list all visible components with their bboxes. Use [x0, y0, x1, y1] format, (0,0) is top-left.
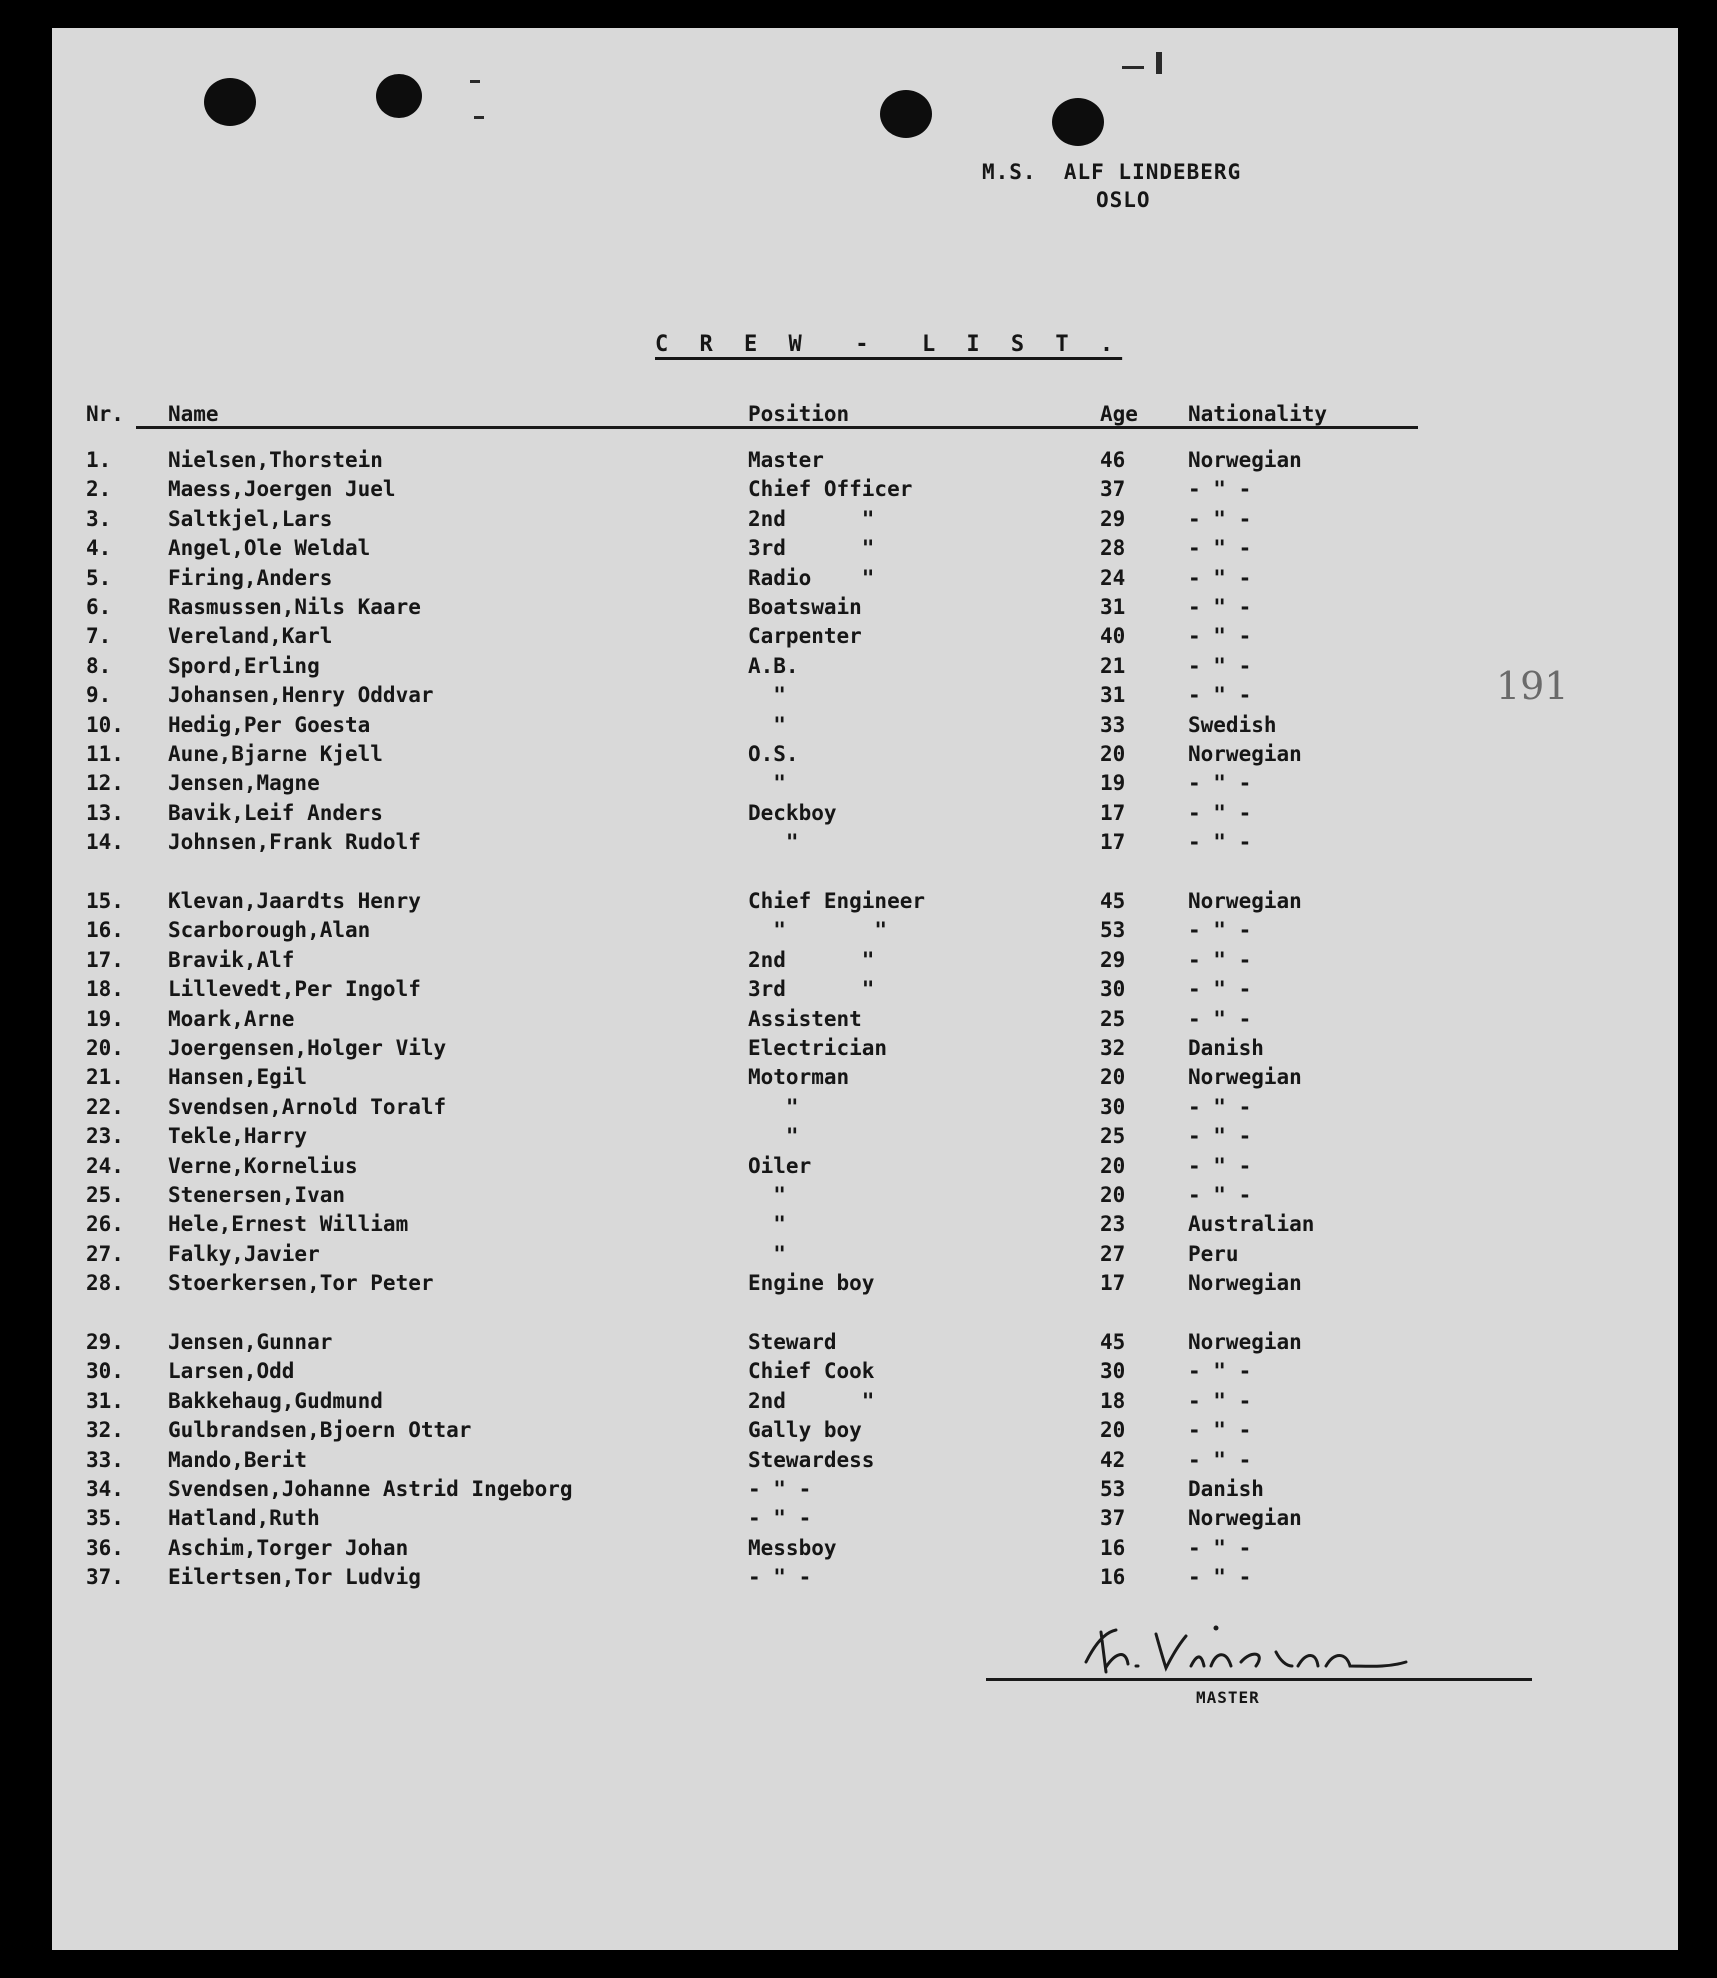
crew-age: 45: [1100, 889, 1126, 913]
table-row: [52, 1063, 1678, 1092]
crew-name: Larsen,Odd: [168, 1359, 295, 1384]
crew-position: Motorman: [748, 1065, 850, 1090]
crew-position: " ": [748, 918, 888, 943]
crew-nationality: - " -: [1188, 1447, 1252, 1472]
table-row: [52, 1005, 1678, 1034]
row-number: 31.: [86, 1388, 124, 1413]
row-number: 25.: [86, 1183, 124, 1207]
crew-position: ": [748, 1241, 786, 1266]
table-row: [52, 799, 1678, 828]
crew-age: 33: [1100, 712, 1126, 737]
table-row: [52, 1475, 1678, 1504]
crew-nationality: - " -: [1188, 595, 1252, 619]
row-number: 26.: [86, 1212, 124, 1237]
crew-position: Master: [748, 448, 824, 472]
crew-nationality: Norwegian: [1188, 1506, 1302, 1531]
crew-position: ": [748, 830, 799, 855]
crew-nationality: - " -: [1188, 1006, 1252, 1031]
crew-age: 32: [1100, 1036, 1126, 1060]
scan-speck: [1156, 52, 1162, 74]
table-row: [52, 1210, 1678, 1239]
crew-name: Hele,Ernest William: [168, 1212, 409, 1237]
row-number: 2.: [86, 477, 112, 502]
crew-nationality: - " -: [1188, 1124, 1252, 1149]
crew-nationality: - " -: [1188, 771, 1252, 796]
table-row: [52, 1534, 1678, 1563]
crew-name: Falky,Javier: [168, 1241, 320, 1266]
archive-number: 191: [1496, 664, 1569, 708]
crew-nationality: Norwegian: [1188, 1065, 1302, 1090]
crew-name: Jensen,Gunnar: [168, 1330, 333, 1354]
crew-name: Rasmussen,Nils Kaare: [168, 595, 421, 619]
crew-nationality: - " -: [1188, 1418, 1252, 1443]
crew-nationality: - " -: [1188, 565, 1252, 590]
table-row: [52, 1240, 1678, 1269]
crew-age: 21: [1100, 653, 1126, 678]
crew-name: Verne,Kornelius: [168, 1153, 358, 1178]
table-row: [52, 740, 1678, 769]
crew-name: Saltkjel,Lars: [168, 506, 333, 531]
crew-position: Messboy: [748, 1535, 837, 1560]
row-number: 35.: [86, 1506, 124, 1531]
crew-age: 20: [1100, 1065, 1126, 1090]
crew-nationality: - " -: [1188, 1094, 1252, 1119]
header-name: Name: [168, 402, 219, 426]
crew-nationality: Australian: [1188, 1212, 1315, 1237]
crew-nationality: Norwegian: [1188, 448, 1302, 472]
table-row: [52, 1152, 1678, 1181]
punch-hole: [376, 74, 422, 118]
table-row: [52, 1504, 1678, 1533]
row-number: 22.: [86, 1094, 124, 1119]
crew-nationality: - " -: [1188, 477, 1252, 502]
row-number: 29.: [86, 1330, 124, 1354]
crew-position: Carpenter: [748, 624, 862, 649]
crew-name: Moark,Arne: [168, 1006, 295, 1031]
table-row: [52, 1416, 1678, 1445]
table-row: [52, 946, 1678, 975]
crew-name: Mando,Berit: [168, 1447, 308, 1472]
row-number: 23.: [86, 1124, 124, 1149]
table-row: [52, 1122, 1678, 1151]
row-number: 17.: [86, 947, 124, 972]
table-row: [52, 1387, 1678, 1416]
crew-age: 19: [1100, 771, 1126, 796]
crew-nationality: - " -: [1188, 1153, 1252, 1178]
crew-nationality: - " -: [1188, 977, 1252, 1002]
scan-speck: [474, 116, 484, 119]
header-rule: [136, 426, 1418, 429]
crew-age: 31: [1100, 683, 1126, 708]
crew-name: Stenersen,Ivan: [168, 1183, 346, 1207]
table-row: [52, 1446, 1678, 1475]
crew-position: ": [748, 1183, 786, 1207]
crew-age: 30: [1100, 1359, 1126, 1384]
crew-nationality: - " -: [1188, 800, 1252, 825]
table-row: [52, 534, 1678, 563]
crew-name: Tekle,Harry: [168, 1124, 308, 1149]
crew-position: A.B.: [748, 653, 799, 678]
crew-age: 31: [1100, 595, 1126, 619]
crew-position: ": [748, 1212, 786, 1237]
crew-position: ": [748, 1094, 799, 1119]
row-number: 30.: [86, 1359, 124, 1384]
crew-name: Stoerkersen,Tor Peter: [168, 1271, 434, 1296]
table-row: [52, 475, 1678, 504]
ship-name: M.S. ALF LINDEBERG: [982, 160, 1242, 184]
row-number: 9.: [86, 683, 112, 708]
table-row: [52, 975, 1678, 1004]
table-row: [52, 1093, 1678, 1122]
table-row: [52, 1563, 1678, 1592]
crew-nationality: - " -: [1188, 683, 1252, 708]
crew-nationality: Danish: [1188, 1036, 1264, 1060]
crew-position: Stewardess: [748, 1447, 875, 1472]
crew-age: 45: [1100, 1330, 1126, 1354]
crew-nationality: Peru: [1188, 1241, 1239, 1266]
crew-age: 18: [1100, 1388, 1126, 1413]
row-number: 24.: [86, 1153, 124, 1178]
crew-position: 3rd ": [748, 977, 875, 1002]
crew-age: 37: [1100, 1506, 1126, 1531]
header-age: Age: [1100, 402, 1138, 426]
row-number: 16.: [86, 918, 124, 943]
crew-age: 25: [1100, 1124, 1126, 1149]
crew-position: Oiler: [748, 1153, 812, 1178]
table-row: [52, 1034, 1678, 1063]
row-number: 6.: [86, 595, 112, 619]
crew-position: ": [748, 1124, 799, 1149]
crew-age: 20: [1100, 742, 1126, 766]
crew-nationality: - " -: [1188, 947, 1252, 972]
scan-speck: [470, 80, 480, 83]
table-row: [52, 505, 1678, 534]
crew-age: 29: [1100, 947, 1126, 972]
row-number: 33.: [86, 1447, 124, 1472]
crew-position: Chief Engineer: [748, 889, 926, 913]
crew-name: Aschim,Torger Johan: [168, 1535, 409, 1560]
crew-name: Aune,Bjarne Kjell: [168, 742, 383, 766]
table-row: [52, 622, 1678, 651]
crew-position: Engine boy: [748, 1271, 875, 1296]
crew-position: O.S.: [748, 742, 799, 766]
crew-age: 37: [1100, 477, 1126, 502]
row-number: 15.: [86, 889, 124, 913]
crew-nationality: Norwegian: [1188, 742, 1302, 766]
row-number: 28.: [86, 1271, 124, 1296]
crew-name: Hedig,Per Goesta: [168, 712, 371, 737]
crew-age: 28: [1100, 536, 1126, 561]
punch-hole: [204, 78, 256, 126]
crew-name: Hansen,Egil: [168, 1065, 308, 1090]
crew-position: 3rd ": [748, 536, 875, 561]
table-row: [52, 446, 1678, 475]
crew-name: Lillevedt,Per Ingolf: [168, 977, 421, 1002]
table-row: [52, 1328, 1678, 1357]
crew-nationality: - " -: [1188, 1183, 1252, 1207]
crew-name: Bakkehaug,Gudmund: [168, 1388, 383, 1413]
crew-nationality: Danish: [1188, 1477, 1264, 1501]
row-number: 36.: [86, 1535, 124, 1560]
crew-position: 2nd ": [748, 947, 875, 972]
table-row: [52, 828, 1678, 857]
row-number: 34.: [86, 1477, 124, 1501]
master-signature: [1066, 1622, 1566, 1682]
crew-name: Svendsen,Arnold Toralf: [168, 1094, 447, 1119]
crew-position: ": [748, 712, 786, 737]
crew-nationality: Norwegian: [1188, 1271, 1302, 1296]
crew-nationality: - " -: [1188, 1359, 1252, 1384]
crew-name: Hatland,Ruth: [168, 1506, 320, 1531]
row-number: 5.: [86, 565, 112, 590]
crew-nationality: Swedish: [1188, 712, 1277, 737]
table-row: [52, 652, 1678, 681]
crew-name: Maess,Joergen Juel: [168, 477, 396, 502]
table-row: [52, 1357, 1678, 1386]
row-number: 37.: [86, 1565, 124, 1590]
crew-name: Johnsen,Frank Rudolf: [168, 830, 421, 855]
crew-age: 42: [1100, 1447, 1126, 1472]
scan-speck: [1122, 66, 1144, 69]
crew-position: Radio ": [748, 565, 875, 590]
crew-position: Deckboy: [748, 800, 837, 825]
crew-position: 2nd ": [748, 506, 875, 531]
crew-name: Bavik,Leif Anders: [168, 800, 383, 825]
crew-name: Jensen,Magne: [168, 771, 320, 796]
ship-port: OSLO: [1096, 188, 1151, 212]
crew-age: 17: [1100, 1271, 1126, 1296]
table-row: [52, 711, 1678, 740]
crew-name: Firing,Anders: [168, 565, 333, 590]
crew-nationality: - " -: [1188, 1565, 1252, 1590]
signature-title: MASTER: [1196, 1688, 1260, 1707]
row-number: 4.: [86, 536, 112, 561]
signature-line: [986, 1678, 1532, 1681]
row-number: 18.: [86, 977, 124, 1002]
row-number: 21.: [86, 1065, 124, 1090]
crew-position: - " -: [748, 1565, 812, 1590]
crew-name: Gulbrandsen,Bjoern Ottar: [168, 1418, 472, 1443]
table-row: [52, 769, 1678, 798]
crew-name: Nielsen,Thorstein: [168, 448, 383, 472]
document-page: [52, 28, 1678, 1950]
row-number: 8.: [86, 653, 112, 678]
row-number: 32.: [86, 1418, 124, 1443]
table-row: [52, 916, 1678, 945]
crew-age: 27: [1100, 1241, 1126, 1266]
crew-nationality: - " -: [1188, 653, 1252, 678]
crew-nationality: Norwegian: [1188, 1330, 1302, 1354]
crew-age: 53: [1100, 1477, 1126, 1501]
crew-age: 29: [1100, 506, 1126, 531]
crew-position: 2nd ": [748, 1388, 875, 1413]
page-title: C R E W - L I S T .: [655, 332, 1123, 357]
table-row: [52, 593, 1678, 622]
table-row: [52, 1269, 1678, 1298]
crew-position: Assistent: [748, 1006, 862, 1031]
crew-age: 16: [1100, 1565, 1126, 1590]
crew-age: 25: [1100, 1006, 1126, 1031]
crew-name: Spord,Erling: [168, 653, 320, 678]
crew-position: ": [748, 683, 786, 708]
punch-hole: [1052, 98, 1104, 146]
crew-name: Vereland,Karl: [168, 624, 333, 649]
crew-nationality: - " -: [1188, 506, 1252, 531]
crew-nationality: - " -: [1188, 1388, 1252, 1413]
row-number: 11.: [86, 742, 124, 766]
crew-name: Svendsen,Johanne Astrid Ingeborg: [168, 1477, 573, 1501]
crew-position: - " -: [748, 1506, 812, 1531]
crew-age: 40: [1100, 624, 1126, 649]
table-row: [52, 887, 1678, 916]
crew-age: 46: [1100, 448, 1126, 472]
crew-age: 30: [1100, 977, 1126, 1002]
header-nationality: Nationality: [1188, 402, 1328, 426]
crew-nationality: Norwegian: [1188, 889, 1302, 913]
row-number: 1.: [86, 448, 112, 472]
crew-age: 17: [1100, 830, 1126, 855]
crew-position: Steward: [748, 1330, 837, 1354]
crew-age: 24: [1100, 565, 1126, 590]
row-number: 13.: [86, 800, 124, 825]
crew-age: 20: [1100, 1418, 1126, 1443]
crew-name: Johansen,Henry Oddvar: [168, 683, 434, 708]
crew-age: 16: [1100, 1535, 1126, 1560]
punch-hole: [880, 90, 932, 138]
crew-nationality: - " -: [1188, 624, 1252, 649]
crew-age: 53: [1100, 918, 1126, 943]
crew-age: 30: [1100, 1094, 1126, 1119]
crew-name: Joergensen,Holger Vily: [168, 1036, 447, 1060]
crew-position: Boatswain: [748, 595, 862, 619]
row-number: 10.: [86, 712, 124, 737]
header-position: Position: [748, 402, 850, 426]
row-number: 3.: [86, 506, 112, 531]
crew-position: Chief Cook: [748, 1359, 875, 1384]
row-number: 12.: [86, 771, 124, 796]
crew-nationality: - " -: [1188, 918, 1252, 943]
crew-name: Angel,Ole Weldal: [168, 536, 371, 561]
table-row: [52, 564, 1678, 593]
row-number: 20.: [86, 1036, 124, 1060]
table-row: [52, 1181, 1678, 1210]
crew-name: Scarborough,Alan: [168, 918, 371, 943]
header-no: Nr.: [86, 402, 124, 426]
table-row: [52, 681, 1678, 710]
crew-nationality: - " -: [1188, 1535, 1252, 1560]
crew-nationality: - " -: [1188, 536, 1252, 561]
crew-age: 23: [1100, 1212, 1126, 1237]
row-number: 19.: [86, 1006, 124, 1031]
crew-position: ": [748, 771, 786, 796]
crew-name: Bravik,Alf: [168, 947, 295, 972]
crew-name: Eilertsen,Tor Ludvig: [168, 1565, 421, 1590]
crew-position: - " -: [748, 1477, 812, 1501]
crew-position: Chief Officer: [748, 477, 913, 502]
crew-nationality: - " -: [1188, 830, 1252, 855]
crew-age: 20: [1100, 1153, 1126, 1178]
crew-position: Gally boy: [748, 1418, 862, 1443]
row-number: 7.: [86, 624, 112, 649]
crew-age: 17: [1100, 800, 1126, 825]
row-number: 27.: [86, 1241, 124, 1266]
crew-name: Klevan,Jaardts Henry: [168, 889, 421, 913]
crew-position: Electrician: [748, 1036, 888, 1060]
row-number: 14.: [86, 830, 124, 855]
crew-age: 20: [1100, 1183, 1126, 1207]
